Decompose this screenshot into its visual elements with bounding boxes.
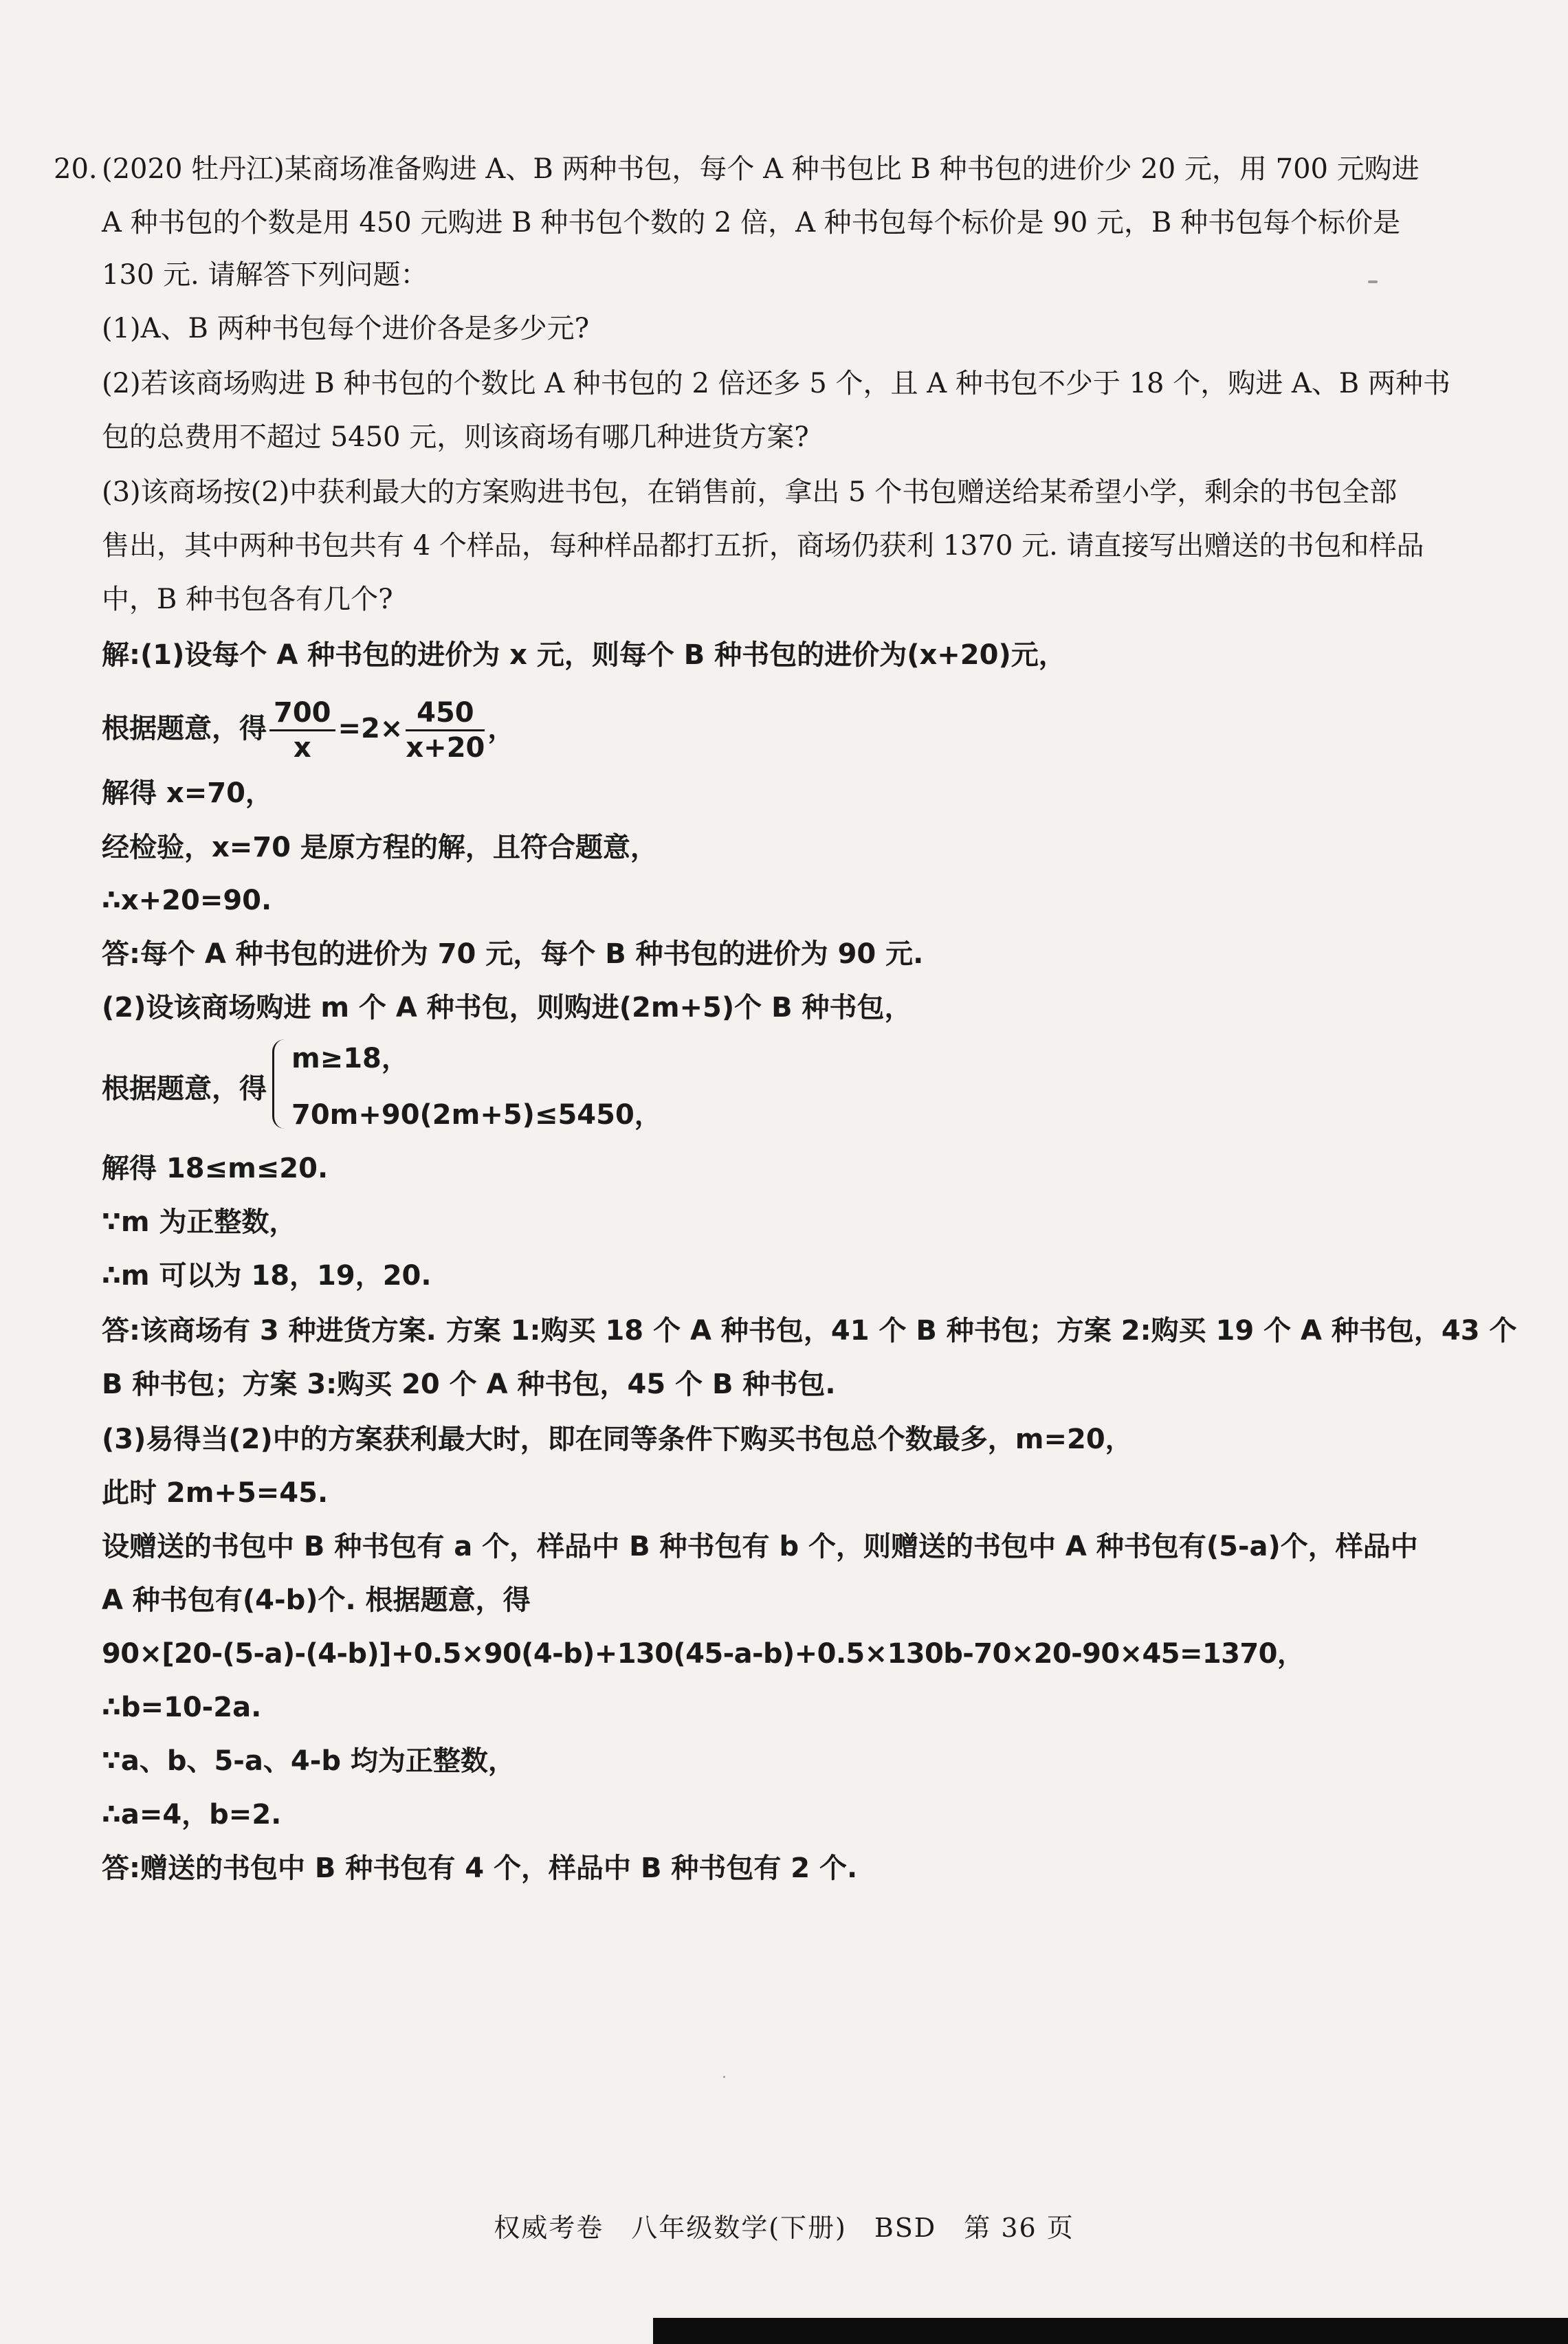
solution-line: (3)易得当(2)中的方案获利最大时，即在同等条件下购买书包总个数最多，m=20， [102,1424,1133,1455]
solution-line: 解得 x=70， [102,777,273,809]
solution-line: 此时 2m+5=45. [102,1477,329,1509]
answer-1: 答:每个 A 种书包的进价为 70 元，每个 B 种书包的进价为 90 元. [102,938,924,970]
solution-line: 设赠送的书包中 B 种书包有 a 个，样品中 B 种书包有 b 个，则赠送的书包中 A 种书包有(5-a)个，样品中 [102,1531,1418,1562]
problem-line: 包的总费用不超过 5450 元，则该商场有哪几种进货方案? [102,421,809,453]
exam-page: 20. (2020 牡丹江)某商场准备购进 A、B 两种书包，每个 A 种书包比 B 种书包的进价少 20 元，用 700 元购进 A 种书包的个数是用 450 元购进 B 种书包个数的 2 倍，A 种书包每个标价是 90 元，B 种书包每个标价是 130 元. 请解答下列问题： (1)A、B 两种书包每个进价各是多少元? (2)若该商场购进 B 种书包的个数比 A 种书包的 2 倍还多 5 个，且 A 种书包不少于 18 个，购进 A、B 两种书 包的总费用不超过 5450 元，则该商场有哪几种进货方案? (3)该商场按(2)中获利最大的方案购进书包，在销售前，拿出 5 个书包赠送给某希望小学，剩余的书包全部 售出，其中两种书包共有 4 个样品，每种样品都打五折，商场仍获利 1370 元. 请直接写出赠送的书包和样品 中，B 种书包各有几个? 解:(1)设每个 A 种书包的进价为 x 元，则每个 B 种书包的进价为(x+20)元， 根据题意，得 $\frac{700}{x}$ =2× $\frac{450}{x+20}$ ， 解得 x=70， 经检验，x=70 是原方程的解，且符合题意， ∴x+20=90. 答:每个 A 种书包的进价为 70 元，每个 B 种书包的进价为 90 元. (2)设该商场购进 m 个 A 种书包，则购进(2m+5)个 B 种书包， 根据题意，得 m≥18， 70m+90(2m+5)≤5450， 解得 18≤m≤20. ∵m 为正整数， ∴m 可以为 18，19，20. 答:该商场有 3 种进货方案. 方案 1:购买 18 个 A 种书包，41 个 B 种书包；方案 2:购买 19 个 A 种书包，43 个 B 种书包；方案 3:购买 20 个 A 种书包，45 个 B 种书包. (3)易得当(2)中的方案获利最大时，即在同等条件下购买书包总个数最多，m=20， 此时 2m+5=45. 设赠送的书包中 B 种书包有 a 个，样品中 B 种书包有 b 个，则赠送的书包中 A 种书包有(5-a)个，样品中 A 种书包有(4-b)个. 根据题意，得 90×[20-(5-a)-(4-b)]+0.5×90(4-b)+130(45-a-b)+0.5×130b-70×20-90×45=1370， ∴b=10-2a. ∵a、b、5-a、4-b 均为正整数， ∴a=4，b=2. 答:赠送的书包中 B 种书包有 4 个，样品中 B 种书包有 2 个. 权威考卷 八年级数学(下册) BSD 第 36 页 [0,0,1568,2344]
solution-line: ∵m 为正整数， [102,1206,297,1238]
solution-line: 解:(1)设每个 A 种书包的进价为 x 元，则每个 B 种书包的进价为(x+20)元， [102,639,1066,671]
solution-line: ∴x+20=90. [102,885,272,916]
problem-part-1: (1)A、B 两种书包每个进价各是多少元? [102,313,590,344]
fraction-numerator: 450 [406,696,485,731]
solution-line: ∴a=4，b=2. [102,1799,282,1831]
equation-line [102,687,1486,770]
problem-part-2: (2)若该商场购进 B 种书包的个数比 A 种书包的 2 倍还多 5 个，且 A 种书包不少于 18 个，购进 A、B 两种书 [102,368,1450,399]
problem-line: 130 元. 请解答下列问题： [102,259,428,291]
solution-line: ∴b=10-2a. [102,1692,262,1723]
solution-line: (2)设该商场购进 m 个 A 种书包，则购进(2m+5)个 B 种书包， [102,992,912,1024]
solution-line: ∵a、b、5-a、4-b 均为正整数， [102,1745,516,1777]
solution-line: ∴m 可以为 18，19，20. [102,1260,432,1292]
long-equation: 90×[20-(5-a)-(4-b)]+0.5×90(4-b)+130(45-a-b)+0.5×130b-70×20-90×45=1370， [102,1638,1305,1670]
problem-line: 中，B 种书包各有几个? [102,584,393,615]
problem-line: 售出，其中两种书包共有 4 个样品，每种样品都打五折，商场仍获利 1370 元. 请直接写出赠送的书包和样品 [102,530,1424,562]
fraction-450-x20 [406,696,485,764]
solution-line: A 种书包有(4-b)个. 根据题意，得 [102,1584,531,1616]
page-footer: 权威考卷 八年级数学(下册) BSD 第 36 页 [494,2213,1074,2243]
problem-line: (2020 牡丹江)某商场准备购进 A、B 两种书包，每个 A 种书包比 B 种书包的进价少 20 元，用 700 元购进 [102,153,1420,185]
problem-part-3: (3)该商场按(2)中获利最大的方案购进书包，在销售前，拿出 5 个书包赠送给某希望小学，剩余的书包全部 [102,476,1398,508]
fraction-numerator: 700 [269,696,335,731]
answer-2: 答:该商场有 3 种进货方案. 方案 1:购买 18 个 A 种书包，41 个 B 种书包；方案 2:购买 19 个 A 种书包，43 个 [102,1315,1517,1347]
solution-line: 经检验，x=70 是原方程的解，且符合题意， [102,832,658,863]
equation-end: ， [487,713,516,744]
left-brace [272,1039,288,1129]
fraction-denominator: x [293,731,311,764]
scan-edge-bar [653,2318,1568,2344]
equation-middle: =2× [338,713,404,744]
answer-2-cont: B 种书包；方案 3:购买 20 个 A 种书包，45 个 B 种书包. [102,1369,836,1400]
equation-prefix: 根据题意，得 [102,713,267,744]
answer-3: 答:赠送的书包中 B 种书包有 4 个，样品中 B 种书包有 2 个. [102,1853,858,1884]
fraction-denominator: x+20 [406,731,485,764]
solution-line: 解得 18≤m≤20. [102,1153,329,1184]
problem-number: 20. [54,153,98,185]
problem-line: A 种书包的个数是用 450 元购进 B 种书包个数的 2 倍，A 种书包每个标价是 90 元，B 种书包每个标价是 [102,207,1401,239]
scan-speck [1368,280,1378,283]
scan-speck [723,2076,725,2078]
fraction-700-x [269,696,335,764]
system-prefix: 根据题意，得 [102,1073,267,1105]
